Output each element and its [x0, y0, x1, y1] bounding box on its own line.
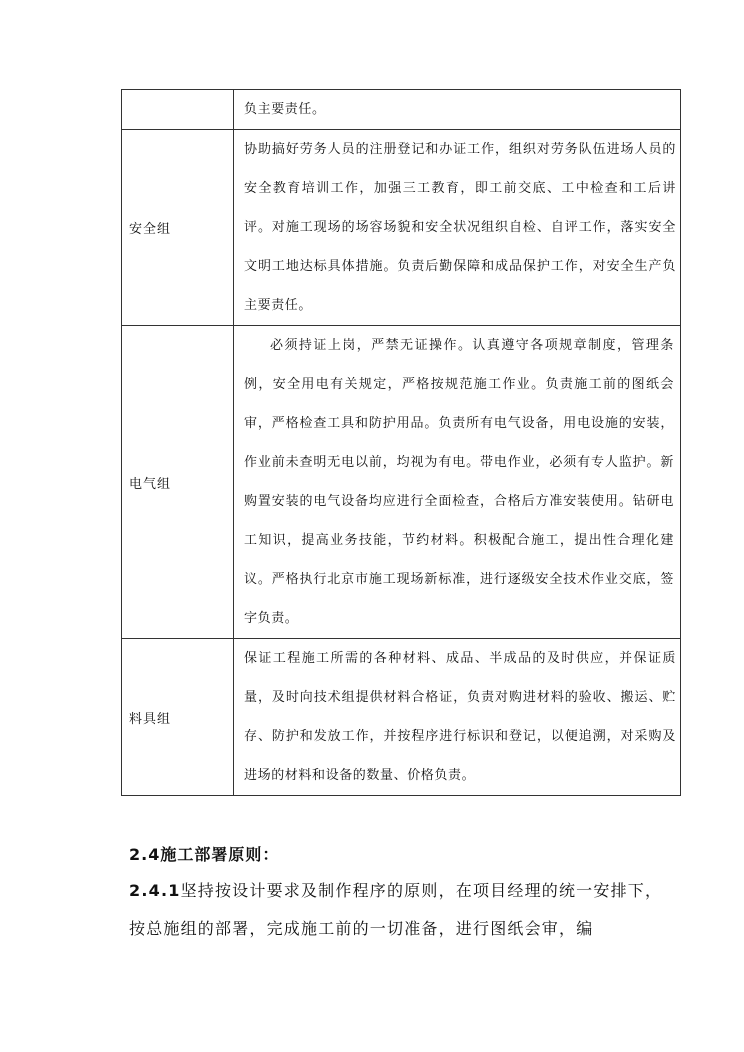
role-cell: 料具组 — [122, 639, 234, 796]
role-cell — [122, 90, 234, 130]
table-row — [122, 130, 681, 326]
clause-text: 坚持按设计要求及制作程序的原则，在项目经理的统一安排下，按总施组的部署，完成施工前的一切准备，进行图纸会审，编 — [129, 881, 663, 938]
table-row — [122, 90, 681, 130]
duty-text: 负主要责任。 — [244, 102, 326, 117]
role-cell: 电气组 — [122, 326, 234, 639]
table-row — [122, 326, 681, 639]
duty-cell — [234, 90, 681, 130]
section-heading: 2.4施工部署原则： — [129, 845, 280, 864]
duty-cell — [234, 326, 681, 639]
duty-cell — [234, 130, 681, 326]
role-cell: 安全组 — [122, 130, 234, 326]
clause-number: 2.4.1 — [129, 881, 181, 900]
responsibility-table — [121, 89, 681, 796]
clause-paragraph — [129, 872, 669, 948]
table-row — [122, 639, 681, 796]
duty-cell — [234, 639, 681, 796]
duty-text: 协助搞好劳务人员的注册登记和办证工作，组织对劳务队伍进场人员的安全教育培训工作，加强三工教育，即工前交底、工中检查和工后讲评。对施工现场的场容场貌和安全状况组织自检、自评工作，落实安全文明工地达标具体措施。负责后勤保障和成品保护工作，对安全生产负主要责任。 — [244, 142, 676, 313]
duty-text: 必须持证上岗，严禁无证操作。认真遵守各项规章制度，管理条例，安全用电有关规定，严格按规范施工作业。负责施工前的图纸会审，严格检查工具和防护用品。负责所有电气设备，用电设施的安装，作业前未查明无电以前，均视为有电。带电作业，必须有专人监护。新购置安装的电气设备均应进行全面检查，合格后方准安装使用。钻研电工知识，提高业务技能，节约材料。积极配合施工，提出性合理化建议。严格执行北京市施工现场新标准，进行逐级安全技术作业交底，签字负责。 — [244, 338, 674, 626]
duty-text: 保证工程施工所需的各种材料、成品、半成品的及时供应，并保证质量，及时向技术组提供材料合格证，负责对购进材料的验收、搬运、贮存、防护和发放工作，并按程序进行标识和登记，以便追溯，对采购及进场的材料和设备的数量、价格负责。 — [244, 651, 676, 783]
